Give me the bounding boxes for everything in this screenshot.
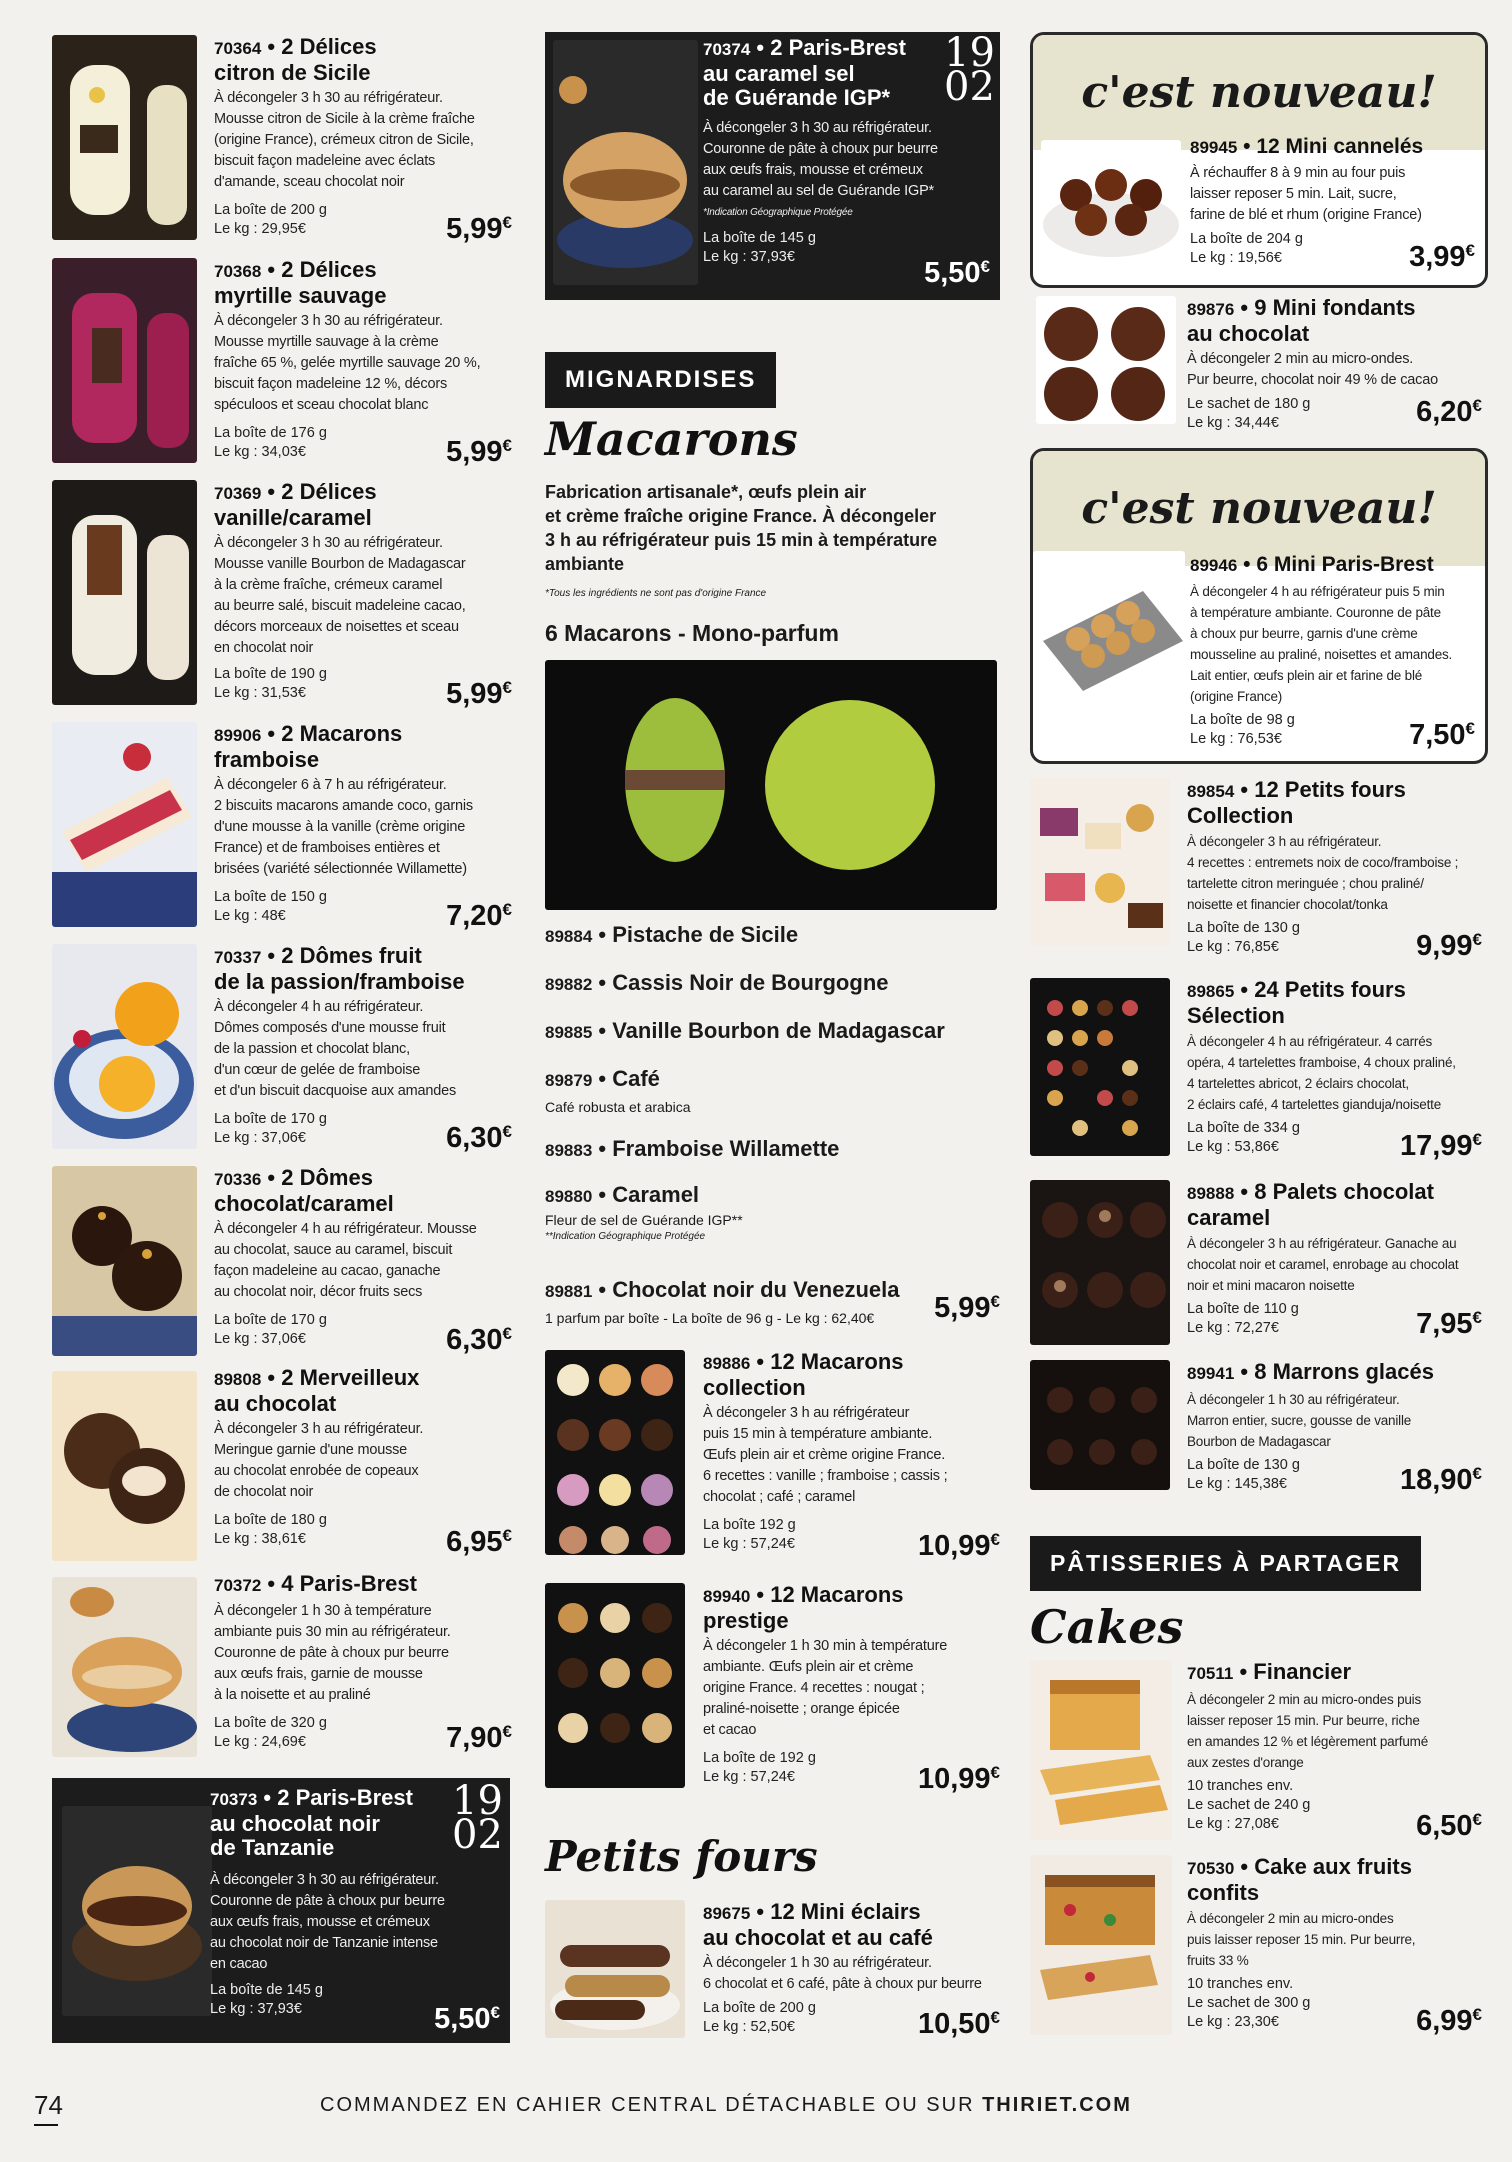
- product-name: 2 Délices: [281, 479, 377, 504]
- product-89886[interactable]: 89886 • 12 Macarons collection À décongeler 3 h au réfrigérateur puis 15 min à température ambiante. Œufs plein air et crème origine France. 6 recettes : vanille ; framboise ; cassis ; chocolat ; café ; caramel La boîte 192 g Le kg : 57,24€ 10,99€: [545, 1350, 1000, 1565]
- product-ref: 89888: [1187, 1184, 1235, 1203]
- product-photo: [1030, 1180, 1170, 1345]
- product-89675[interactable]: 89675 • 12 Mini éclairs au chocolat et au café À décongeler 1 h 30 au réfrigérateur. 6 chocolat et 6 café, pâte à choux pur beurre La boîte de 200 g Le kg : 52,50€ 10,50€: [545, 1900, 1000, 2045]
- product-description: À décongeler 3 h 30 au réfrigérateur. Mousse vanille Bourbon de Madagascar à la crème fraîche, crémeux caramel au beurre salé, biscuit madeleine cacao, décors morceaux de noisettes et sceau en chocolat noir: [214, 535, 466, 656]
- product-quantity: La boîte de 145 g: [210, 1982, 323, 1998]
- product-price: 7,95€: [1416, 1308, 1482, 1340]
- product-ref: 70374: [703, 40, 751, 59]
- product-70369[interactable]: 70369 • 2 Délices vanille/caramel À décongeler 3 h 30 au réfrigérateur. Mousse vanille Bourbon de Madagascar à la crème fraîche, crémeux caramel au beurre salé, biscuit madeleine cacao, décors morceaux de noisettes et sceau en chocolat noir La boîte de 190 g Le kg : 31,53€ 5,99€: [52, 480, 512, 705]
- product-description: À décongeler 3 h 30 au réfrigérateur. Couronne de pâte à choux pur beurre aux œufs frais, mousse et crémeux au caramel au sel de Guérande IGP* *Indication Géographique Protégée: [703, 118, 953, 223]
- product-name: 12 Mini éclairs: [770, 1899, 921, 1924]
- product-description: À réchauffer 8 à 9 min au four puis laisser reposer 5 min. Lait, sucre, farine de blé et rhum (origine France): [1190, 165, 1422, 223]
- product-description: À décongeler 3 h 30 au réfrigérateur. Couronne de pâte à choux pur beurre aux œufs frais, mousse et crémeux au chocolat noir de Tanzanie intense en cacao: [210, 1872, 445, 1972]
- product-description: À décongeler 1 h 30 min à température ambiante. Œufs plein air et crème origine France. 4 recettes : nougat ; praliné-noisette ; orange épicée et cacao: [703, 1638, 948, 1738]
- flavor-item[interactable]: 89882 • Cassis Noir de Bourgogne: [545, 970, 889, 995]
- product-price: 17,99€: [1399, 1130, 1482, 1162]
- product-description: À décongeler 4 h au réfrigérateur puis 5 min à température ambiante. Couronne de pâte à choux pur beurre, garnis d'une crème mousseline au praliné, noisettes et amandes. Lait entier, œufs plein air et farine de blé (origine France): [1190, 584, 1453, 704]
- product-ref: 89854: [1187, 782, 1235, 801]
- product-photo: [1030, 1855, 1172, 2035]
- price-per-kg: Le kg : 24,69€: [214, 1734, 306, 1750]
- product-quantity: La boîte de 150 g: [214, 889, 327, 905]
- product-ref: 70364: [214, 39, 262, 58]
- price-per-kg: Le kg : 57,24€: [703, 1769, 795, 1785]
- product-quantity: La boîte de 170 g: [214, 1312, 327, 1328]
- product-name: Financier: [1253, 1659, 1352, 1684]
- product-name: 24 Petits fours: [1254, 977, 1406, 1002]
- mono-parfum-price: 5,99€: [934, 1292, 1000, 1324]
- product-name-line2: framboise: [214, 747, 320, 772]
- product-price: 6,99€: [1416, 2005, 1482, 2037]
- product-quantity: Le sachet de 180 g: [1187, 396, 1311, 412]
- product-photo: [1036, 296, 1176, 424]
- product-name: 12 Mini cannelés: [1256, 135, 1424, 158]
- product-70372[interactable]: 70372 • 4 Paris-Brest À décongeler 1 h 30 à température ambiante puis 30 min au réfrigérateur. Couronne de pâte à choux pur beurre aux œufs frais, garnie de mousse à la noisette et au praliné La boîte de 320 g Le kg : 24,69€ 7,90€: [52, 1572, 512, 1762]
- product-description: À décongeler 3 h au réfrigérateur. 4 recettes : entremets noix de coco/framboise ; tartelette citron meringuée ; chou praliné/ noisette et financier chocolat/tonka: [1187, 834, 1459, 912]
- product-name: 12 Macarons: [770, 1349, 904, 1374]
- product-description: À décongeler 3 h 30 au réfrigérateur. Mousse myrtille sauvage à la crème fraîche 65 %, gelée myrtille sauvage 20 %, biscuit façon madeleine 12 %, décors spéculoos et sceau chocolat blanc: [214, 313, 481, 413]
- product-70336[interactable]: 70336 • 2 Dômes chocolat/caramel À décongeler 4 h au réfrigérateur. Mousse au chocolat, sauce au caramel, biscuit façon madeleine au cacao, ganache au chocolat noir, décor fruits secs La boîte de 170 g Le kg : 37,06€ 6,30€: [52, 1166, 512, 1356]
- product-photo: [52, 480, 197, 705]
- product-ref: 89865: [1187, 982, 1235, 1001]
- product-ref: 70530: [1187, 1859, 1235, 1878]
- product-price: 5,99€: [446, 436, 512, 468]
- product-ref: 89675: [703, 1904, 751, 1923]
- product-price: 10,50€: [917, 2008, 1000, 2040]
- product-description: À décongeler 3 h au réfrigérateur puis 15 min à température ambiante. Œufs plein air et crème origine France. 6 recettes : vanille ; framboise ; cassis ; chocolat ; café ; caramel: [703, 1405, 948, 1505]
- product-name: 12 Macarons: [770, 1582, 904, 1607]
- product-description: À décongeler 3 h 30 au réfrigérateur. Mousse citron de Sicile à la crème fraîche (origine France), crémeux citron de Sicile, biscuit façon madeleine avec éclats d'amande, sceau chocolat noir: [214, 90, 475, 190]
- product-ref: 70511: [1187, 1664, 1234, 1683]
- product-slices: 10 tranches env.: [1187, 1976, 1294, 1992]
- product-price: 10,99€: [917, 1763, 1000, 1795]
- product-name-line2: confits: [1187, 1880, 1260, 1905]
- product-name-line2: au caramel sel: [703, 61, 855, 86]
- price-per-kg: Le kg : 57,24€: [703, 1536, 795, 1552]
- product-quantity: La boîte de 334 g: [1187, 1120, 1300, 1136]
- price-per-kg: Le kg : 52,50€: [703, 2019, 795, 2035]
- product-photo: [52, 944, 197, 1149]
- order-instructions: COMMANDEZ EN CAHIER CENTRAL DÉTACHABLE OU SUR THIRIET.COM: [320, 2094, 1132, 2116]
- product-70364[interactable]: 70364 • 2 Délices citron de Sicile À décongeler 3 h 30 au réfrigérateur. Mousse citron de Sicile à la crème fraîche (origine France), crémeux citron de Sicile, biscuit façon madeleine avec éclats d'amande, sceau chocolat noir La boîte de 200 g Le kg : 29,95€ 5,99€: [52, 35, 512, 240]
- product-name: 2 Dômes: [281, 1165, 373, 1190]
- product-89854[interactable]: 89854 • 12 Petits fours Collection À décongeler 3 h au réfrigérateur. 4 recettes : entremets noix de coco/framboise ; tartelette citron meringuée ; chou praliné/ noisette et financier chocolat/tonka La boîte de 130 g Le kg : 76,85€ 9,99€: [1030, 778, 1488, 968]
- product-price: 7,20€: [446, 900, 512, 932]
- product-89888[interactable]: 89888 • 8 Palets chocolat caramel À décongeler 3 h au réfrigérateur. Ganache au chocolat noir et caramel, enrobage au chocolat noir et mini macaron noisette La boîte de 110 g Le kg : 72,27€ 7,95€: [1030, 1180, 1488, 1360]
- price-per-kg: Le kg : 37,06€: [214, 1331, 306, 1347]
- flavor-item[interactable]: 89880 • Caramel Fleur de sel de Guérande IGP** **Indication Géographique Protégée: [545, 1182, 743, 1242]
- product-name: 9 Mini fondants: [1254, 295, 1416, 320]
- product-photo: [553, 40, 698, 285]
- product-description: À décongeler 4 h au réfrigérateur. Dômes composés d'une mousse fruit de la passion et chocolat blanc, d'un cœur de gelée de framboise et d'un biscuit dacquoise aux amandes: [214, 999, 457, 1099]
- product-quantity: La boîte de 98 g: [1190, 712, 1295, 728]
- product-description: À décongeler 6 à 7 h au réfrigérateur. 2 biscuits macarons amande coco, garnis d'une mousse à la vanille (crème origine France) et de framboises entières et brisées (variété sélectionnée Willamette): [214, 777, 473, 877]
- product-quantity: La boîte de 176 g: [214, 425, 327, 441]
- product-70374[interactable]: 70374 • 2 Paris-Brest au caramel sel de Guérande IGP* À décongeler 3 h 30 au réfrigérateur. Couronne de pâte à choux pur beurre aux œufs frais, mousse et crémeux au caramel au sel de Guérande IGP* *Indication Géographique Protégée La boîte de 145 g Le kg : 37,93€ 19 02 5,50€: [545, 32, 1000, 300]
- product-price: 7,90€: [446, 1722, 512, 1754]
- flavor-item[interactable]: 89879 • Café Café robusta et arabica: [545, 1066, 691, 1115]
- product-photo: [545, 1900, 685, 2038]
- macarons-photo: [545, 660, 997, 910]
- flavor-item[interactable]: 89884 • Pistache de Sicile: [545, 922, 799, 947]
- product-price: 6,30€: [446, 1324, 512, 1356]
- new-product-box-89946[interactable]: c'est nouveau! 89946 • 6 Mini Paris-Brest À décongeler 4 h au réfrigérateur puis 5 min à température ambiante. Couronne de pâte à choux pur beurre, garnis d'une crème mousseline au praliné, noisettes et amandes. Lait entier, œufs plein air et farine de blé (origine France) La boîte de 98 g Le kg : 76,53€ 7,50€: [1030, 448, 1488, 764]
- product-name-line2: chocolat/caramel: [214, 1191, 394, 1216]
- product-description: À décongeler 3 h au réfrigérateur. Meringue garnie d'une mousse au chocolat enrobée de copeaux de chocolat noir: [214, 1421, 424, 1500]
- section-title-macarons: Macarons: [545, 412, 798, 466]
- product-quantity: La boîte de 192 g: [703, 1750, 816, 1766]
- product-photo: [1033, 551, 1185, 701]
- product-name-line2: de la passion/framboise: [214, 969, 465, 994]
- product-name-line3: de Tanzanie: [210, 1835, 335, 1860]
- price-per-kg: Le kg : 37,06€: [214, 1130, 306, 1146]
- section-tag-mignardises: MIGNARDISES: [545, 352, 776, 408]
- product-description: À décongeler 4 h au réfrigérateur. 4 carrés opéra, 4 tartelettes framboise, 4 choux praliné, 4 tartelettes abricot, 2 éclairs chocolat, 2 éclairs café, 4 tartelettes gianduja/noisette: [1187, 1034, 1456, 1112]
- product-name: 2 Délices: [281, 34, 377, 59]
- product-description: À décongeler 1 h 30 au réfrigérateur. 6 chocolat et 6 café, pâte à choux pur beurre: [703, 1955, 982, 1992]
- product-quantity: La boîte de 200 g: [703, 2000, 816, 2016]
- product-photo: [1030, 1360, 1170, 1490]
- product-price: 5,50€: [924, 257, 990, 289]
- section-tag-patisseries: PÂTISSERIES À PARTAGER: [1030, 1536, 1421, 1591]
- product-ref: 70373: [210, 1790, 258, 1809]
- price-per-kg: Le kg : 34,03€: [214, 444, 306, 460]
- flavor-item[interactable]: 89881 • Chocolat noir du Venezuela: [545, 1277, 900, 1302]
- product-name-line2: vanille/caramel: [214, 505, 372, 530]
- product-price: 5,99€: [446, 678, 512, 710]
- product-name-line2: collection: [703, 1375, 806, 1400]
- product-name: 2 Merveilleux: [281, 1365, 420, 1390]
- product-89865[interactable]: 89865 • 24 Petits fours Sélection À décongeler 4 h au réfrigérateur. 4 carrés opéra, 4 tartelettes framboise, 4 choux praliné, 4 tartelettes abricot, 2 éclairs chocolat, 2 éclairs café, 4 tartelettes gianduja/noisette La boîte de 334 g Le kg : 53,86€ 17,99€: [1030, 978, 1488, 1168]
- product-quantity: La boîte de 204 g: [1190, 231, 1303, 247]
- product-quantity: Le sachet de 300 g: [1187, 1995, 1311, 2011]
- product-ref: 70369: [214, 484, 262, 503]
- product-name: 2 Macarons: [281, 721, 403, 746]
- product-photo: [545, 1583, 685, 1788]
- product-photo: [1030, 1660, 1172, 1840]
- thiriet-link[interactable]: THIRIET.COM: [982, 2094, 1132, 2116]
- brand-logo-1902: 19 02: [944, 30, 995, 110]
- product-photo: [62, 1806, 212, 2016]
- product-ref: 89940: [703, 1587, 751, 1606]
- product-name-line3: de Guérande IGP*: [703, 85, 891, 110]
- brand-logo-1902: 19 02: [452, 1778, 503, 1858]
- product-name: 2 Paris-Brest: [277, 1785, 413, 1810]
- section-title-petits-fours: Petits fours: [545, 1832, 818, 1881]
- product-photo: [52, 258, 197, 463]
- product-name: 8 Marrons glacés: [1254, 1359, 1434, 1384]
- macarons-intro: Fabrication artisanale*, œufs plein air et crème fraîche origine France. À décongeler 3 h au réfrigérateur puis 15 min à température ambiante: [545, 482, 938, 574]
- product-price: 6,30€: [446, 1122, 512, 1154]
- page-footer: [0, 2080, 1512, 2140]
- flavor-list: [545, 922, 1000, 1307]
- product-70368[interactable]: 70368 • 2 Délices myrtille sauvage À décongeler 3 h 30 au réfrigérateur. Mousse myrtille sauvage à la crème fraîche 65 %, gelée myrtille sauvage 20 %, biscuit façon madeleine 12 %, décors spéculoos et sceau chocolat blanc La boîte de 176 g Le kg : 34,03€ 5,99€: [52, 258, 512, 463]
- product-ref: 70337: [214, 948, 262, 967]
- price-per-kg: Le kg : 53,86€: [1187, 1139, 1279, 1155]
- product-quantity: La boîte de 320 g: [214, 1715, 327, 1731]
- product-name: 2 Dômes fruit: [281, 943, 422, 968]
- product-quantity: La boîte de 130 g: [1187, 1457, 1300, 1473]
- product-price: 6,20€: [1416, 396, 1482, 428]
- product-quantity: La boîte de 170 g: [214, 1111, 327, 1127]
- product-name-line2: citron de Sicile: [214, 60, 371, 85]
- product-70530[interactable]: 70530 • Cake aux fruits confits À décongeler 2 min au micro-ondes puis laisser reposer 15 min. Pur beurre, fruits 33 % 10 tranches env. Le sachet de 300 g Le kg : 23,30€ 6,99€: [1030, 1855, 1488, 2045]
- product-name-line2: au chocolat: [214, 1391, 337, 1416]
- price-per-kg: Le kg : 48€: [214, 908, 286, 924]
- price-per-kg: Le kg : 72,27€: [1187, 1320, 1279, 1336]
- product-quantity: La boîte de 145 g: [703, 230, 816, 246]
- product-photo: [52, 1166, 197, 1356]
- product-name: 6 Mini Paris-Brest: [1256, 553, 1434, 576]
- product-name: 12 Petits fours: [1254, 777, 1406, 802]
- product-quantity: La boîte de 190 g: [214, 666, 327, 682]
- product-photo: [52, 35, 197, 240]
- price-per-kg: Le kg : 23,30€: [1187, 2014, 1279, 2030]
- product-photo: [52, 722, 197, 927]
- product-description: À décongeler 4 h au réfrigérateur. Mousse au chocolat, sauce au caramel, biscuit façon madeleine au cacao, ganache au chocolat noir, décor fruits secs: [214, 1221, 477, 1300]
- product-name: 2 Paris-Brest: [770, 35, 906, 60]
- price-per-kg: Le kg : 37,93€: [210, 2001, 302, 2017]
- product-name-line2: au chocolat noir: [210, 1811, 380, 1836]
- product-ref: 89941: [1187, 1364, 1235, 1383]
- mono-parfum-title: 6 Macarons - Mono-parfum: [545, 620, 839, 646]
- flavor-item[interactable]: 89883 • Framboise Willamette: [545, 1136, 840, 1161]
- product-description: À décongeler 2 min au micro-ondes. Pur beurre, chocolat noir 49 % de cacao: [1187, 351, 1438, 388]
- product-slices: 10 tranches env.: [1187, 1778, 1294, 1794]
- product-89940[interactable]: 89940 • 12 Macarons prestige À décongeler 1 h 30 min à température ambiante. Œufs plein air et crème origine France. 4 recettes : nougat ; praliné-noisette ; orange épicée et cacao La boîte de 192 g Le kg : 57,24€ 10,99€: [545, 1583, 1000, 1798]
- product-89906[interactable]: 89906 • 2 Macarons framboise À décongeler 6 à 7 h au réfrigérateur. 2 biscuits macarons amande coco, garnis d'une mousse à la vanille (crème origine France) et de framboises entières et brisées (variété sélectionnée Willamette) La boîte de 150 g Le kg : 48€ 7,20€: [52, 722, 512, 927]
- product-ref: 70368: [214, 262, 262, 281]
- price-per-kg: Le kg : 19,56€: [1190, 250, 1282, 266]
- price-per-kg: Le kg : 76,53€: [1190, 731, 1282, 747]
- product-89876[interactable]: 89876 • 9 Mini fondants au chocolat À décongeler 2 min au micro-ondes. Pur beurre, chocolat noir 49 % de cacao Le sachet de 180 g Le kg : 34,44€ 6,20€: [1030, 296, 1488, 431]
- mono-parfum-footer: 1 parfum par boîte - La boîte de 96 g - Le kg : 62,40€: [545, 1310, 875, 1326]
- page-number: 74: [34, 2090, 63, 2120]
- price-per-kg: Le kg : 27,08€: [1187, 1816, 1279, 1832]
- product-photo: [52, 1577, 197, 1757]
- product-quantity: La boîte de 200 g: [214, 202, 327, 218]
- price-per-kg: Le kg : 38,61€: [214, 1531, 306, 1547]
- product-quantity: La boîte 192 g: [703, 1517, 796, 1533]
- product-name-line2: Sélection: [1187, 1003, 1285, 1028]
- product-price: 5,99€: [446, 213, 512, 245]
- product-ref: 89946: [1190, 556, 1238, 575]
- page-number-underline: [34, 2124, 58, 2126]
- product-photo: [52, 1371, 197, 1561]
- price-per-kg: Le kg : 145,38€: [1187, 1476, 1287, 1492]
- product-quantity: Le sachet de 240 g: [1187, 1797, 1311, 1813]
- product-name: 4 Paris-Brest: [281, 1571, 417, 1596]
- product-ref: 89876: [1187, 300, 1235, 319]
- product-quantity: La boîte de 180 g: [214, 1512, 327, 1528]
- product-ref: 89945: [1190, 138, 1238, 157]
- product-name-line2: myrtille sauvage: [214, 283, 387, 308]
- product-price: 7,50€: [1409, 719, 1475, 751]
- product-description: À décongeler 2 min au micro-ondes puis laisser reposer 15 min. Pur beurre, riche en amandes 12 % et légèrement parfumé aux zestes d'orange: [1187, 1692, 1428, 1770]
- product-ref: 70372: [214, 1576, 262, 1595]
- product-price: 5,50€: [434, 2003, 500, 2035]
- product-description: À décongeler 2 min au micro-ondes puis laisser reposer 15 min. Pur beurre, fruits 33 %: [1187, 1911, 1416, 1968]
- product-ref: 89906: [214, 726, 262, 745]
- price-per-kg: Le kg : 31,53€: [214, 685, 306, 701]
- product-name-line2: prestige: [703, 1608, 789, 1633]
- new-badge: c'est nouveau!: [1033, 35, 1485, 150]
- product-photo: [1041, 140, 1181, 265]
- product-name-line2: caramel: [1187, 1205, 1271, 1230]
- section-title-cakes: Cakes: [1030, 1600, 1184, 1654]
- product-price: 6,50€: [1416, 1810, 1482, 1842]
- price-per-kg: Le kg : 34,44€: [1187, 415, 1279, 431]
- product-description: À décongeler 1 h 30 à température ambiante puis 30 min au réfrigérateur. Couronne de pâte à choux pur beurre aux œufs frais, garnie de mousse à la noisette et au praliné: [214, 1603, 451, 1703]
- product-name-line2: Collection: [1187, 803, 1294, 828]
- product-ref: 70336: [214, 1170, 262, 1189]
- product-description: À décongeler 1 h 30 au réfrigérateur. Marron entier, sucre, gousse de vanille Bourbon de Madagascar: [1187, 1392, 1412, 1449]
- product-photo: [1030, 778, 1170, 946]
- product-name: Cake aux fruits: [1254, 1854, 1412, 1879]
- price-per-kg: Le kg : 76,85€: [1187, 939, 1279, 955]
- footnote: *Indication Géographique Protégée: [703, 207, 853, 218]
- new-product-box-89945[interactable]: c'est nouveau! 89945 • 12 Mini cannelés À réchauffer 8 à 9 min au four puis laisser reposer 5 min. Lait, sucre, farine de blé et rhum (origine France) La boîte de 204 g Le kg : 19,56€ 3,99€: [1030, 32, 1488, 288]
- product-price: 3,99€: [1409, 241, 1475, 273]
- price-per-kg: Le kg : 37,93€: [703, 249, 795, 265]
- product-price: 6,95€: [446, 1526, 512, 1558]
- product-quantity: La boîte de 130 g: [1187, 920, 1300, 936]
- product-photo: [1030, 978, 1170, 1156]
- flavor-item[interactable]: 89885 • Vanille Bourbon de Madagascar: [545, 1018, 945, 1043]
- product-price: 9,99€: [1416, 930, 1482, 962]
- product-89808[interactable]: 89808 • 2 Merveilleux au chocolat À décongeler 3 h au réfrigérateur. Meringue garnie d'une mousse au chocolat enrobée de copeaux de chocolat noir La boîte de 180 g Le kg : 38,61€ 6,95€: [52, 1366, 512, 1566]
- product-photo: [545, 1350, 685, 1555]
- product-70373[interactable]: 70373 • 2 Paris-Brest au chocolat noir de Tanzanie À décongeler 3 h 30 au réfrigérateur. Couronne de pâte à choux pur beurre aux œufs frais, mousse et crémeux au chocolat noir de Tanzanie intense en cacao La boîte de 145 g Le kg : 37,93€ 19 02 5,50€: [52, 1778, 510, 2043]
- product-price: 18,90€: [1399, 1464, 1482, 1496]
- product-name-line2: au chocolat et au café: [703, 1925, 933, 1950]
- new-badge: c'est nouveau!: [1033, 451, 1485, 566]
- product-name: 2 Délices: [281, 257, 377, 282]
- product-70511[interactable]: 70511 • Financier À décongeler 2 min au micro-ondes puis laisser reposer 15 min. Pur beurre, riche en amandes 12 % et légèrement parfumé aux zestes d'orange 10 tranches env. Le sachet de 240 g Le kg : 27,08€ 6,50€: [1030, 1660, 1488, 1850]
- product-price: 10,99€: [917, 1530, 1000, 1562]
- product-quantity: La boîte de 110 g: [1187, 1301, 1299, 1317]
- product-ref: 89886: [703, 1354, 751, 1373]
- product-70337[interactable]: 70337 • 2 Dômes fruit de la passion/framboise À décongeler 4 h au réfrigérateur. Dômes composés d'une mousse fruit de la passion et chocolat blanc, d'un cœur de gelée de framboise et d'un biscuit dacquoise aux amandes La boîte de 170 g Le kg : 37,06€ 6,30€: [52, 944, 512, 1149]
- product-name-line2: au chocolat: [1187, 321, 1310, 346]
- intro-footnote: *Tous les ingrédients ne sont pas d'origine France: [545, 588, 767, 599]
- product-description: À décongeler 3 h au réfrigérateur. Ganache au chocolat noir et caramel, enrobage au chocolat noir et mini macaron noisette: [1187, 1236, 1459, 1293]
- product-ref: 89808: [214, 1370, 262, 1389]
- price-per-kg: Le kg : 29,95€: [214, 221, 306, 237]
- product-name: 8 Palets chocolat: [1254, 1179, 1434, 1204]
- product-89941[interactable]: 89941 • 8 Marrons glacés À décongeler 1 h 30 au réfrigérateur. Marron entier, sucre, gousse de vanille Bourbon de Madagascar La boîte de 130 g Le kg : 145,38€ 18,90€: [1030, 1360, 1488, 1500]
